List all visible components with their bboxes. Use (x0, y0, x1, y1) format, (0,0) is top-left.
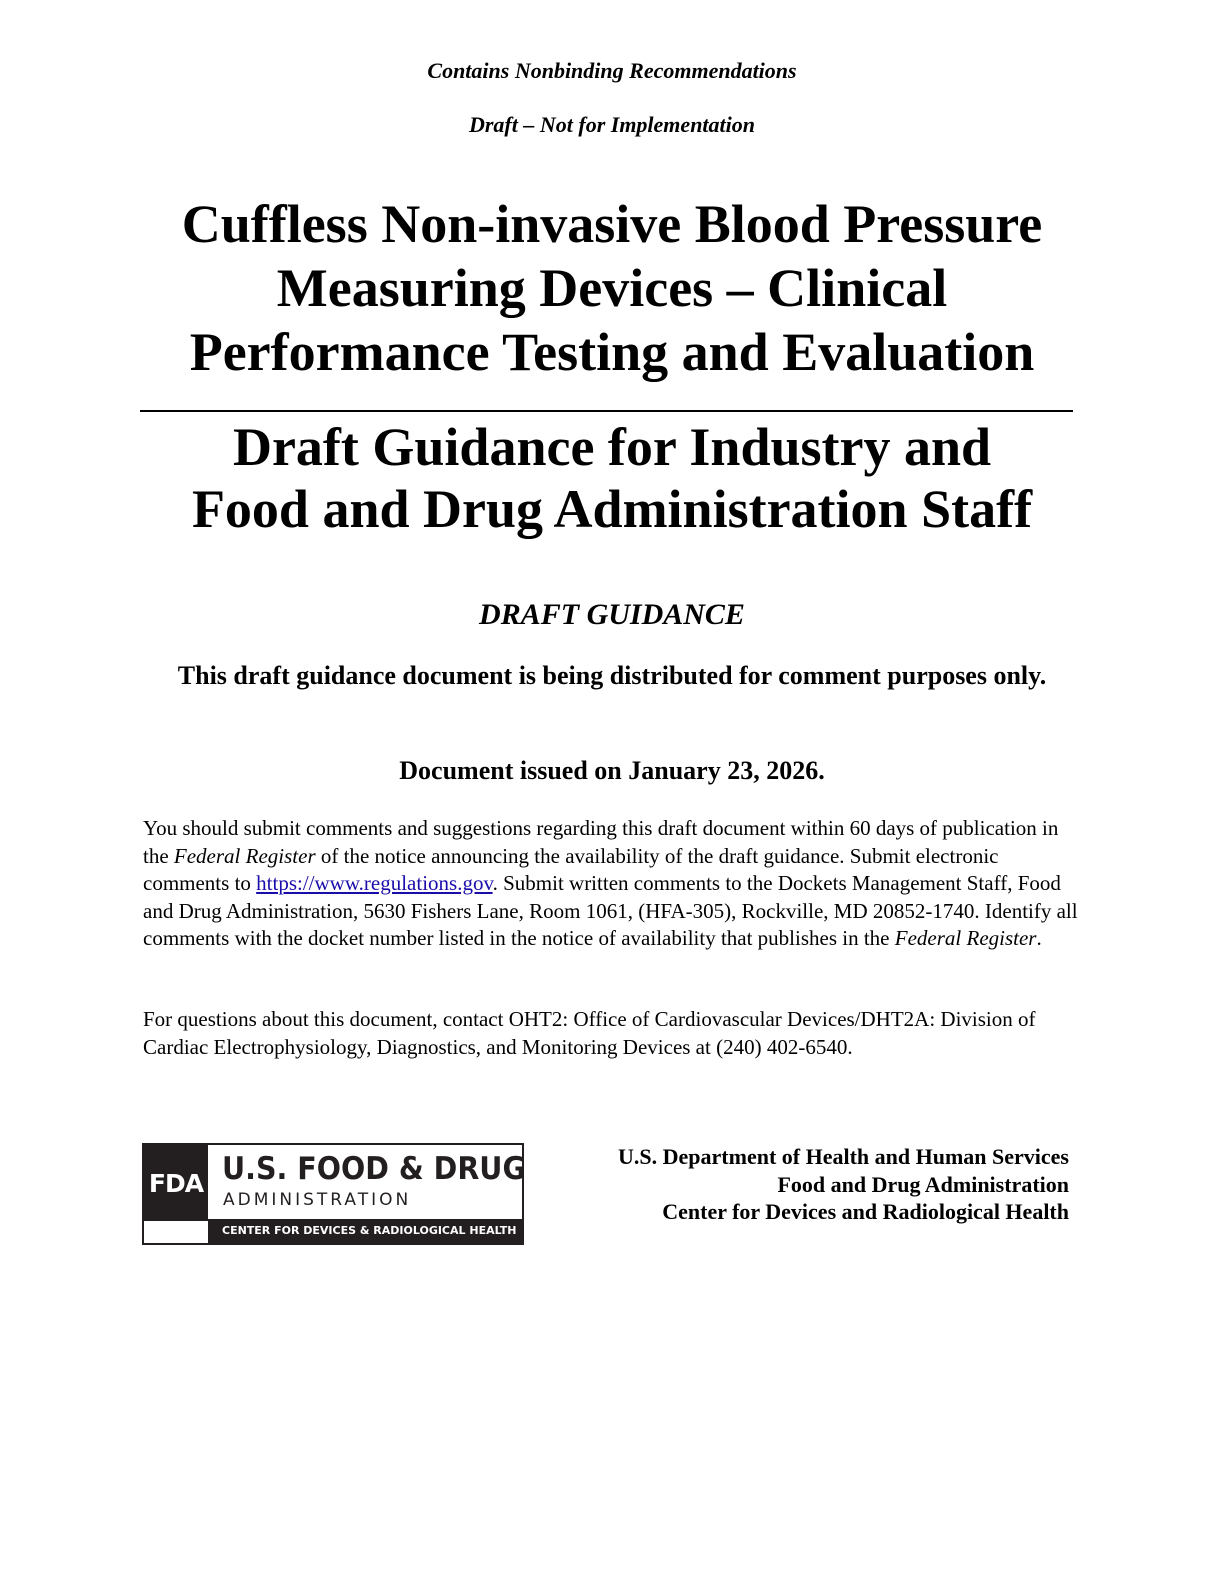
agency-block (618, 1143, 1069, 1226)
title-line: Performance Testing and Evaluation (189, 322, 1035, 382)
document-title (0, 192, 1224, 384)
regulations-gov-link[interactable]: https://www.regulations.gov (256, 871, 493, 895)
agency-line: U.S. Department of Health and Human Services (618, 1144, 1069, 1169)
title-line: Cuffless Non-invasive Blood Pressure (181, 194, 1043, 254)
comments-paragraph (143, 815, 1078, 953)
draft-header: Draft – Not for Implementation (468, 112, 755, 137)
questions-paragraph: For questions about this document, contact OHT2: Office of Cardiovascular Devices/DHT2A: Division of Cardiac Electrophysiology, Diagnostics, and Monitoring Devices at (240) 402-6540. (143, 1007, 1036, 1059)
fda-logo-name: U.S. FOOD & DRUG (222, 1151, 526, 1187)
fda-logo-center-bar: CENTER FOR DEVICES & RADIOLOGICAL HEALTH (208, 1219, 522, 1243)
distribution-notice: This draft guidance document is being distributed for comment purposes only. (177, 661, 1047, 690)
title-divider (140, 410, 1073, 412)
agency-line: Food and Drug Administration (777, 1171, 1069, 1197)
fda-logo-administration: ADMINISTRATION (223, 1190, 412, 1210)
nonbinding-header: Contains Nonbinding Recommendations (427, 58, 797, 83)
agency-line: Center for Devices and Radiological Health (662, 1199, 1069, 1224)
issue-date: Document issued on January 23, 2026. (399, 756, 825, 785)
fda-cdrh-logo (142, 1143, 524, 1245)
title-line: Measuring Devices – Clinical (276, 258, 948, 318)
comments-text: . (1036, 926, 1042, 950)
comments-text: You should submit comments and suggestions regarding this draft document within 60 days of publication in the (143, 816, 1059, 868)
comments-text: . Submit written comments to the Dockets Management Staff, Food and Drug Administration, 5630 Fishers Lane, Room 1061, (HFA-305), Rockville, MD 20852-1740. Identify all comments with the docket number listed in the notice of availability that publishes in the (143, 871, 1078, 950)
comments-text: of the notice announcing the availability of the draft guidance. Submit electronic comments to (143, 843, 999, 895)
federal-register-italic: Federal Register (173, 843, 316, 868)
draft-guidance-label: DRAFT GUIDANCE (479, 598, 745, 631)
federal-register-italic: Federal Register (894, 926, 1037, 950)
subtitle-line: Food and Drug Administration Staff (191, 479, 1033, 539)
document-subtitle (0, 416, 1224, 540)
subtitle-line: Draft Guidance for Industry and (232, 417, 992, 477)
fda-logo-mark: FDA (144, 1145, 208, 1221)
